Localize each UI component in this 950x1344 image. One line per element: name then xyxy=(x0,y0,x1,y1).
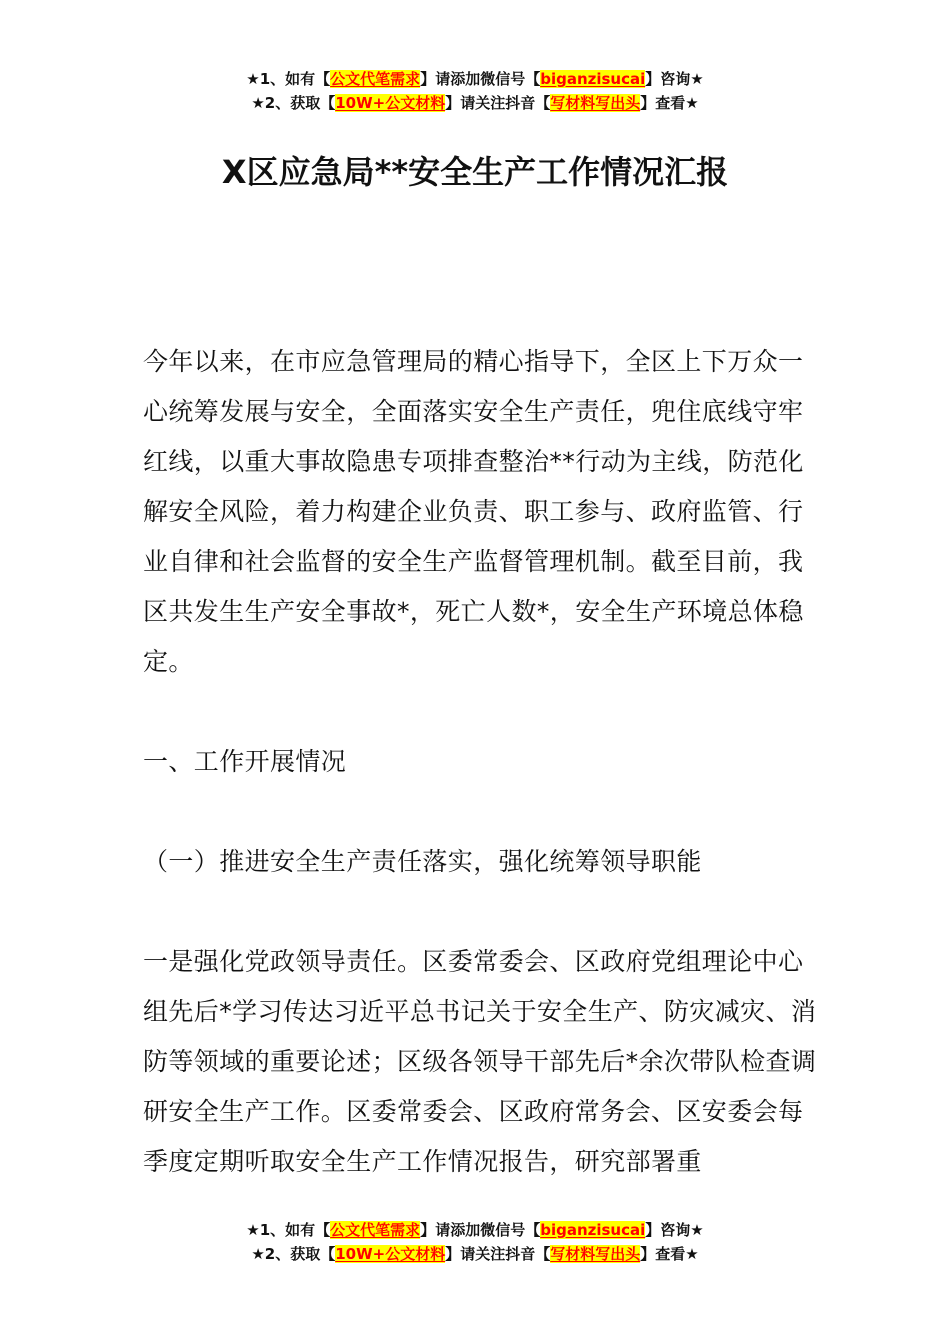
banner-line-2 xyxy=(0,91,950,115)
header-banner xyxy=(0,67,950,115)
banner-line-2-suffix: 】查看★ xyxy=(640,94,699,112)
paragraph-spacer xyxy=(143,787,823,837)
body-paragraph: 一是强化党政领导责任。区委常委会、区政府党组理论中心组先后*学习传达习近平总书记关于安全生产、防灾减灾、消防等领域的重要论述；区级各领导干部先后*余次带队检查调研安全生产工作。区委常委会、区政府常务会、区安委会每季度定期听取安全生产工作情况报告，研究部署重 xyxy=(143,947,817,1176)
banner-line-1-highlight-1: 公文代笔需求 xyxy=(330,70,421,88)
document-body xyxy=(143,337,823,1187)
footer-line-1-middle: 】请添加微信号【 xyxy=(420,1221,541,1239)
intro-paragraph: 今年以来，在市应急管理局的精心指导下，全区上下万众一心统筹发展与安全，全面落实安全生产责任，兜住底线守牢红线，以重大事故隐患专项排查整治**行动为主线，防范化解安全风险，着力构建企业负责、职工参与、政府监管、行业自律和社会监督的安全生产监督管理机制。截至目前，我区共发生生产安全事故*，死亡人数*，安全生产环境总体稳定。 xyxy=(143,347,804,676)
banner-line-2-highlight-1: 10W+公文材料 xyxy=(335,94,446,112)
section-heading: 一、工作开展情况 xyxy=(143,747,347,776)
footer-line-2-highlight-2: 写材料写出头 xyxy=(550,1245,641,1263)
footer-line-1-suffix: 】咨询★ xyxy=(645,1221,704,1239)
footer-line-1-prefix: ★1、如有【 xyxy=(246,1221,331,1239)
footer-line-2-prefix: ★2、获取【 xyxy=(251,1245,336,1263)
footer-line-1-highlight-1: 公文代笔需求 xyxy=(330,1221,421,1239)
footer-banner xyxy=(0,1218,950,1266)
paragraph-spacer xyxy=(143,887,823,937)
banner-line-1 xyxy=(0,67,950,91)
document-title: X区应急局**安全生产工作情况汇报 xyxy=(221,153,729,191)
footer-line-2-highlight-1: 10W+公文材料 xyxy=(335,1245,446,1263)
footer-banner-line-1 xyxy=(0,1218,950,1242)
banner-line-2-highlight-2: 写材料写出头 xyxy=(550,94,641,112)
banner-line-1-prefix: ★1、如有【 xyxy=(246,70,331,88)
footer-banner-line-2 xyxy=(0,1242,950,1266)
footer-line-2-middle: 】请关注抖音【 xyxy=(445,1245,551,1263)
banner-line-1-suffix: 】咨询★ xyxy=(645,70,704,88)
banner-line-2-prefix: ★2、获取【 xyxy=(251,94,336,112)
banner-line-1-middle: 】请添加微信号【 xyxy=(420,70,541,88)
paragraph-spacer xyxy=(143,687,823,737)
footer-line-1-highlight-2: biganzisucai xyxy=(540,1221,646,1239)
banner-line-2-middle: 】请关注抖音【 xyxy=(445,94,551,112)
banner-line-1-highlight-2: biganzisucai xyxy=(540,70,646,88)
footer-line-2-suffix: 】查看★ xyxy=(640,1245,699,1263)
subsection-heading: （一）推进安全生产责任落实，强化统筹领导职能 xyxy=(143,847,702,876)
